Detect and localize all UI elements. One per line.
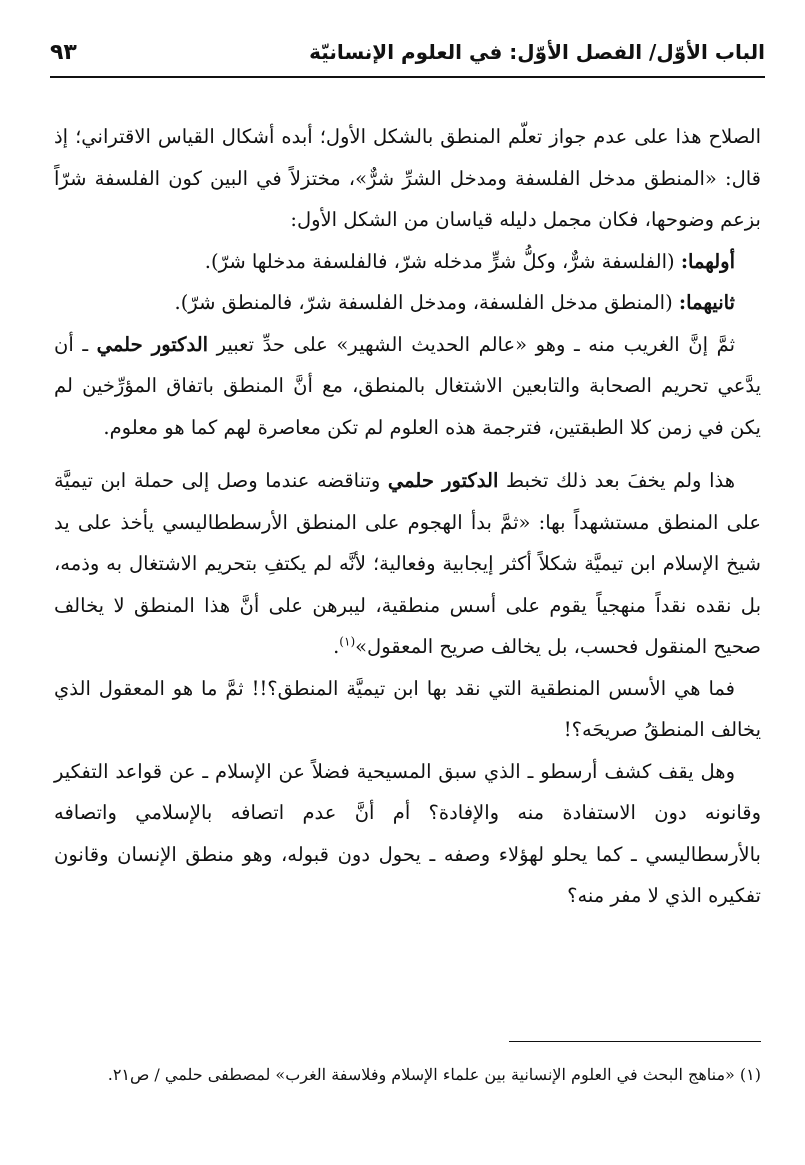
footnote: (١) «مناهج البحث في العلوم الإنسانية بين علماء الإسلام وفلاسفة الغرب» لمصطفى حلمي / ص٢١.	[107, 1065, 761, 1084]
paragraph-1: الصلاح هذا على عدم جواز تعلّم المنطق بالشكل الأول؛ أبده أشكال القياس الاقتراني؛ إذ قال: «المنطق مدخل الفلسفة ومدخل الشرِّ شرٌّ»، مختزلاً في البين كون الفلسفة شرّاً بزعم وضوحها، فكان مجمل دليله قياسان من الشكل الأول:	[54, 125, 761, 231]
paragraph-4-part-c: ـ أن يدَّعي تحريم الصحابة والتابعين الاشتغال بالمنطق، مع أنَّ المنطق باتفاق المؤرِّخين لم يكن في زمن كلا الطبقتين، فترجمة هذه العلوم لم تكن معاصرة لهم كما هو معلوم.	[54, 332, 761, 439]
second-premise-text: (المنطق مدخل الفلسفة، ومدخل الفلسفة شرّ، فالمنطق شرّ).	[174, 291, 679, 314]
paragraph-4-author-name: الدكتور حلمي	[96, 332, 209, 356]
header-divider	[50, 76, 765, 78]
paragraph-5-author-name: الدكتور حلمي	[387, 469, 499, 492]
footnote-divider	[509, 1041, 761, 1042]
first-premise-text: (الفلسفة شرٌّ، وكلُّ شرٍّ مدخله شرّ، فالفلسفة مدخلها شرّ).	[204, 249, 681, 273]
page-number: ٩٣	[50, 39, 77, 65]
paragraph-first-premise	[54, 241, 761, 283]
paragraph-6: فما هي الأسس المنطقية التي نقد بها ابن تيميَّة المنطق؟!! ثمَّ ما هو المعقول الذي يخالف المنطقُ صريحَه؟!	[54, 676, 761, 741]
paragraph-second-premise	[54, 282, 761, 324]
paragraph-7: وهل يقف كشف أرسطو ـ الذي سبق المسيحية فضلاً عن الإسلام ـ عن قواعد التفكير وقانونه دون الاستفادة منه والإفادة؟ أم أنَّ عدم اتصافه بالإسلامي واتصافه بالأرسطاليسي ـ كما يحلو لهؤلاء وصفه ـ يحول دون قبوله، وهو منطق الإنسان وقانون تفكيره الذي لا مفر منه؟	[54, 759, 761, 907]
main-text	[54, 116, 761, 917]
footnote-reference: (١)	[339, 634, 356, 649]
running-header	[50, 34, 765, 70]
paragraph-4-part-a: ثمَّ إنَّ الغريب منه ـ وهو «عالم الحديث الشهير» على حدِّ تعبير	[208, 332, 735, 356]
paragraph-4	[54, 324, 761, 449]
first-premise-label: أولهما:	[680, 249, 735, 273]
second-premise-label: ثانيهما:	[678, 291, 735, 314]
header-title: الباب الأوّل/ الفصل الأوّل: في العلوم الإنسانيّة	[309, 40, 765, 64]
paragraph-5-end: .	[333, 635, 340, 658]
paragraph-5-part-a: هذا ولم يخفَ بعد ذلك تخبط	[498, 469, 736, 492]
paragraph-5-part-c: وتناقضه عندما وصل إلى حملة ابن تيميَّة على المنطق مستشهداً بها: «ثمَّ بدأ الهجوم على المنطق الأرسططاليسي يأخذ على يد شيخ الإسلام ابن تيميَّة شكلاً أكثر إيجابية وفعالية؛ لأنَّه لم يكتفِ بتحريم الاشتغال به وذمه، بل نقده نقداً منهجياً يقوم على أسس منطقية، ليبرهن على أنَّ هذا المنطق لا يخالف صحيح المنقول فحسب، بل يخالف صريح المعقول»	[54, 469, 761, 658]
paragraph-5	[54, 460, 761, 668]
